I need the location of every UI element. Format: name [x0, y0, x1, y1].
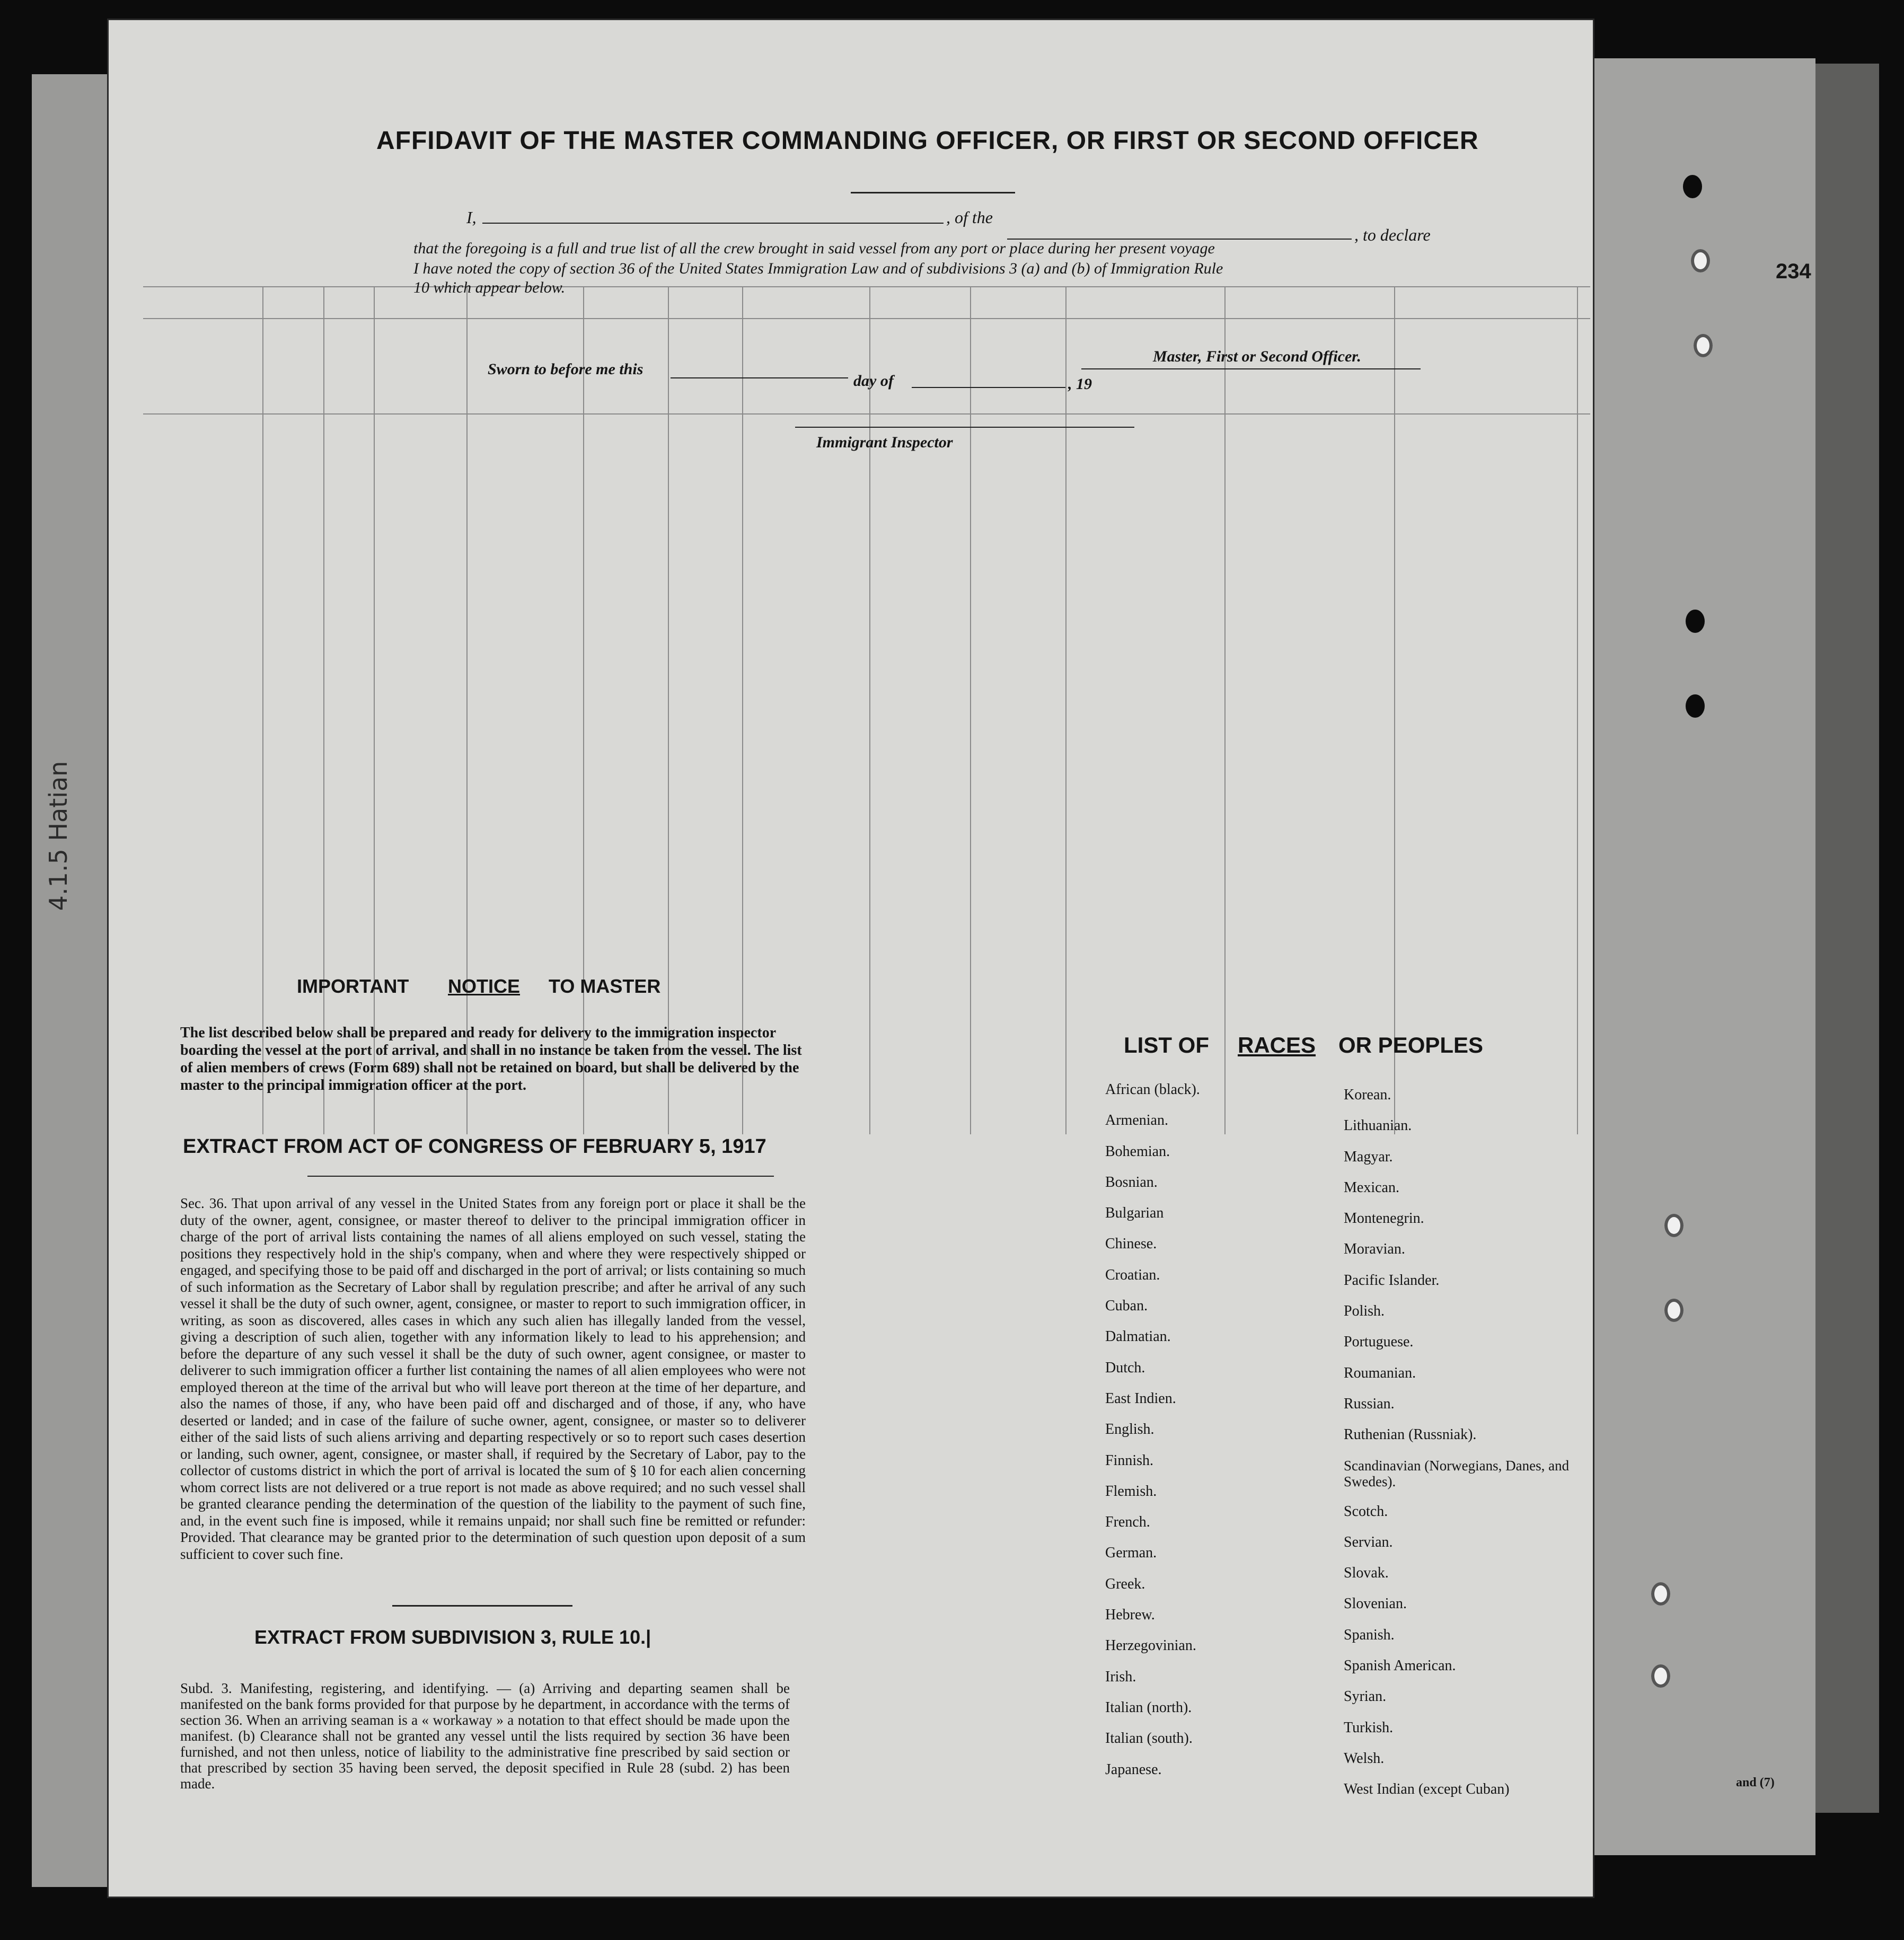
section-separator	[392, 1605, 572, 1607]
table-rule	[668, 286, 669, 1134]
table-rule	[869, 286, 870, 1134]
race-item: Roumanian.	[1344, 1364, 1416, 1381]
race-item: English.	[1105, 1421, 1154, 1438]
affidavit-title: AFFIDAVIT OF THE MASTER COMMANDING OFFICER, OR FIRST OR SECOND OFFICER	[376, 127, 1479, 155]
race-item: Moravian.	[1344, 1241, 1405, 1258]
punch-hole	[1664, 1299, 1683, 1322]
far-right-ledger	[1815, 64, 1879, 1813]
table-rule	[262, 286, 263, 1134]
extract-act-body: Sec. 36. That upon arrival of any vessel in the United States from any foreign port or place it shall be the duty of the owner, agent, consignee, or master thereof to deliver to the principal immigration officer in charge of the port of arrival lists containing the names of all aliens employed on such vessel, stating the positions they respectively hold in the ship's company, when and where they were respectively shipped or engaged, and specifying those to be paid off and discharged in the port of arrival; or lists containing so much of such information as the Secretary of Labor shall by regulation prescribe; and after he arrival of any such vessel it shall be the duty of such owner, agent, consignee, or master to report to such immigration officer, in writing, as soon as discovered, alles cases in which any such alien has illegally landed from the vessel, giving a description of such alien, together with any information likely to lead to his apprehension; and before the departure of any such vessel it shall be the duty of such owner, agent consignee, or master to deliverer to such immigration officer a further list containing the names of all alien employees who were not employed thereon at the time of the arrival but who will leave port thereon at the time of her departure, and also the names of those, if any, who have been paid off and discharged and of those, if any, who have deserted or landed; and in case of the failure of suche owner, agent, consignee, or master so to deliverer either of the said lists of such aliens arriving and departing respectively or so to report such cases desertion or landing, such owner, agent, consignee, or master shall, if required by the Secretary of Labor, pay to the collector of customs district in which the port of arrival is located the sum of § 10 for each alien concerning whom correct lists are not delivered or a true report is not made as above required; and no such vessel shall be granted clearance pending the determination of the question of the liability to the payment of such fine, and, in the event such fine is imposed, while it remains unpaid; nor shall such fine be remitted or refunder: Provided. That clearance may be granted prior to the determination of such question upon deposit of a sum sufficient to cover such fine.	[180, 1195, 806, 1562]
underlying-manifest-page	[1593, 58, 1815, 1855]
affidavit-line-3: 10 which appear below.	[413, 279, 566, 296]
race-item: Slovenian.	[1344, 1595, 1407, 1612]
affidavit-of-the: , of the	[946, 208, 993, 227]
race-item: Montenegrin.	[1344, 1210, 1424, 1227]
race-item: Herzegovinian.	[1105, 1637, 1196, 1654]
race-item: East Indien.	[1105, 1390, 1176, 1407]
name-blank	[482, 223, 944, 224]
table-rule	[143, 413, 1590, 415]
notice-body: The list described below shall be prepared and ready for delivery to the immigration inspector boarding the vessel at the port of arrival, and shall in no instance be taken from the vessel. The list of alien members of crews (Form 689) shall not be retained on board, but shall be delivered by the master to the principal immigration officer at the port.	[180, 1025, 802, 1094]
table-rule	[1224, 286, 1226, 1134]
race-item: Dutch.	[1105, 1359, 1145, 1376]
race-item: Italian (north).	[1105, 1699, 1192, 1716]
race-item: Greek.	[1105, 1575, 1145, 1592]
punch-hole	[1686, 694, 1705, 718]
race-item: Scotch.	[1344, 1503, 1388, 1520]
table-rule	[466, 286, 468, 1134]
race-item: French.	[1105, 1514, 1150, 1531]
race-item: Welsh.	[1344, 1750, 1385, 1767]
race-item: Flemish.	[1105, 1483, 1157, 1500]
races-heading-races: RACES	[1238, 1033, 1316, 1057]
race-item: Turkish.	[1344, 1719, 1394, 1736]
race-item: Korean.	[1344, 1087, 1391, 1103]
race-item: Mexican.	[1344, 1179, 1399, 1196]
table-rule	[970, 286, 971, 1134]
race-item: Spanish American.	[1344, 1657, 1456, 1674]
notice-heading-notice: NOTICE	[448, 975, 521, 997]
race-item: German.	[1105, 1545, 1157, 1562]
race-item: Scandinavian (Norwegians, Danes, and Swedes).	[1344, 1457, 1570, 1489]
table-rule	[1577, 286, 1578, 1134]
race-item: Irish.	[1105, 1668, 1136, 1685]
notice-heading-master: TO MASTER	[549, 975, 661, 997]
race-item: Pacific Islander.	[1344, 1272, 1440, 1289]
inspector-line	[795, 427, 1134, 428]
race-item: Dalmatian.	[1105, 1328, 1171, 1345]
left-page-edge	[32, 74, 111, 1887]
race-item: Bosnian.	[1105, 1174, 1158, 1191]
table-rule	[143, 286, 1590, 287]
race-item: Russian.	[1344, 1395, 1395, 1412]
handwritten-margin-note: 4.1.5 Hatian	[44, 761, 73, 911]
race-item: Portuguese.	[1344, 1334, 1414, 1351]
race-item: African (black).	[1105, 1081, 1200, 1098]
race-item: Spanish.	[1344, 1626, 1395, 1643]
master-signature-line	[1081, 368, 1421, 369]
sworn-label: Sworn to before me this	[488, 360, 644, 378]
race-item: Bulgarian	[1105, 1205, 1164, 1222]
inspector-label: Immigrant Inspector	[816, 434, 953, 451]
race-item: Servian.	[1344, 1533, 1393, 1550]
races-left-column	[1105, 1081, 1338, 1792]
punch-hole	[1686, 610, 1705, 633]
affidavit-to-declare: , to declare	[1354, 225, 1431, 244]
sworn-day-label: day of	[853, 372, 894, 390]
punch-hole	[1694, 334, 1713, 357]
table-rule	[742, 286, 743, 1134]
race-item: Cuban.	[1105, 1298, 1148, 1315]
race-item: Magyar.	[1344, 1148, 1393, 1165]
race-item: Ruthenian (Russniak).	[1344, 1426, 1477, 1443]
extract-rule-heading: EXTRACT FROM SUBDIVISION 3, RULE 10.|	[254, 1626, 651, 1648]
table-rule	[143, 318, 1590, 319]
footer-fragment: and (7)	[1736, 1776, 1775, 1789]
race-item: Armenian.	[1105, 1112, 1168, 1129]
race-item: Lithuanian.	[1344, 1117, 1412, 1134]
sworn-year-label: , 19	[1068, 375, 1092, 393]
punch-hole	[1651, 1582, 1670, 1606]
affidavit-line-1: that the foregoing is a full and true list of all the crew brought in said vessel from any port or place during her present voyage	[413, 240, 1215, 257]
race-item: Bohemian.	[1105, 1143, 1170, 1160]
race-item: Croatian.	[1105, 1266, 1160, 1283]
race-item: Finnish.	[1105, 1452, 1154, 1469]
notice-heading-important: IMPORTANT	[297, 975, 409, 997]
race-item: Italian (south).	[1105, 1730, 1193, 1747]
table-rule	[583, 286, 584, 1134]
affidavit-i: I,	[466, 208, 477, 227]
table-rule	[374, 286, 375, 1134]
race-item: Polish.	[1344, 1303, 1385, 1320]
races-heading-peoples: OR PEOPLES	[1338, 1033, 1484, 1057]
race-item: Hebrew.	[1105, 1607, 1155, 1624]
sworn-day-blank	[671, 377, 848, 378]
extract-act-heading: EXTRACT FROM ACT OF CONGRESS OF FEBRUARY 5, 1917	[183, 1135, 766, 1158]
race-item: Chinese.	[1105, 1236, 1157, 1253]
punch-hole	[1683, 175, 1702, 198]
race-item: Slovak.	[1344, 1565, 1389, 1582]
race-item: Syrian.	[1344, 1688, 1387, 1705]
extract-rule-body: Subd. 3. Manifesting, registering, and identifying. — (a) Arriving and departing seamen shall be manifested on the bank forms provided for that purpose by he department, in accordance with the terms of section 36. When an arriving seaman is a « workaway » a notation to that effect should be made upon the manifest. (b) Clearance shall not be granted any vessel until the lists required by section 36 have been furnished, and not then unless, notice of liability to the administrative fine prescribed by said section or that prescribed by section 35 having been served, the deposit specified in Rule 28 (subd. 2) has been made.	[180, 1680, 790, 1792]
extract-act-rule	[307, 1176, 774, 1177]
master-signature-label: Master, First or Second Officer.	[1153, 348, 1361, 365]
affidavit-line-2: I have noted the copy of section 36 of the United States Immigration Law and of subdivisions 3 (a) and (b) of Immigration Rule	[413, 260, 1223, 277]
race-item: Japanese.	[1105, 1761, 1162, 1778]
sworn-month-blank	[912, 387, 1065, 388]
punch-hole	[1691, 249, 1710, 272]
punch-hole	[1664, 1214, 1683, 1237]
table-rule	[1394, 286, 1395, 1134]
page-number: 234	[1776, 260, 1811, 283]
races-right-column	[1344, 1087, 1588, 1812]
table-rule	[323, 286, 324, 1134]
races-heading-list-of: LIST OF	[1124, 1033, 1209, 1057]
title-underline	[851, 192, 1015, 193]
table-rule	[1065, 286, 1066, 1134]
race-item: West Indian (except Cuban)	[1344, 1781, 1510, 1798]
punch-hole	[1651, 1664, 1670, 1688]
